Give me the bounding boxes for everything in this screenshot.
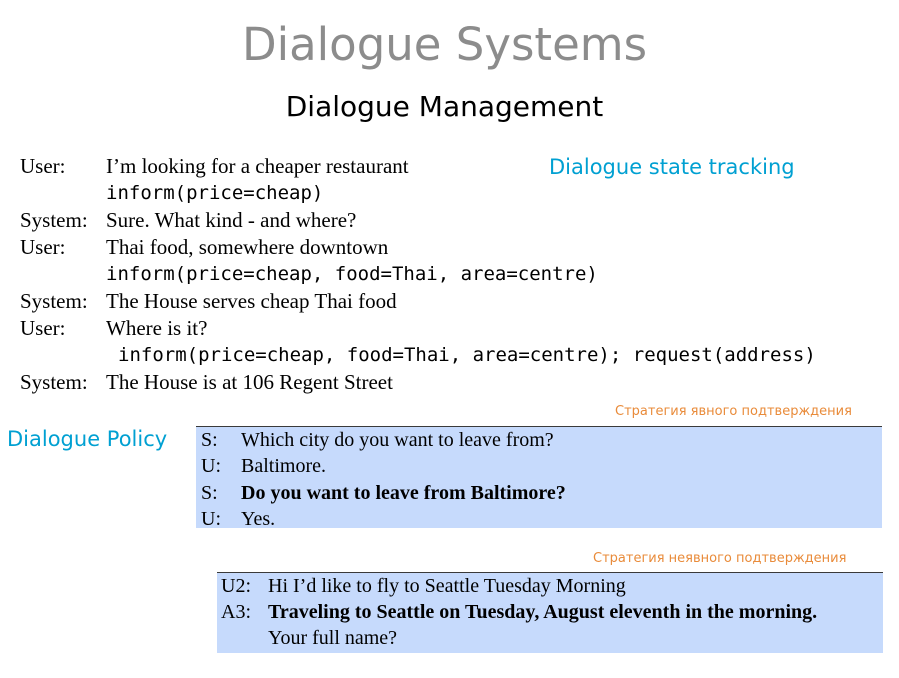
dialog-act: inform(price=cheap, food=Thai, area=centre); request(address) [118,344,816,366]
turn-text: Yes. [241,508,276,530]
utterance: Sure. What kind - and where? [106,208,357,232]
turn-tag: U2: [221,575,251,597]
turn-text-confirmation: Do you want to leave from Baltimore? [241,482,566,504]
turn-tag: S: [201,482,218,504]
turn-tag: U: [201,508,221,530]
turn-text: Which city do you want to leave from? [241,429,554,451]
dialog-act: inform(price=cheap) [106,182,324,204]
utterance: I’m looking for a cheaper restaurant [106,154,409,178]
speaker-label: User: [20,316,66,340]
speaker-label: User: [20,235,66,259]
speaker-label: System: [20,208,88,232]
turn-text: Hi I’d like to fly to Seattle Tuesday Morning [268,575,626,597]
utterance: Thai food, somewhere downtown [106,235,389,259]
slide-title: Dialogue Systems [241,18,648,71]
utterance: Where is it? [106,316,208,340]
implicit-confirmation-box [217,572,883,653]
explicit-confirmation-box [196,426,882,528]
turn-tag: U: [201,455,221,477]
turn-text-confirmation: Traveling to Seattle on Tuesday, August eleventh in the morning. [268,601,818,623]
utterance: The House serves cheap Thai food [106,289,397,313]
speaker-label: System: [20,289,88,313]
turn-text: Your full name? [268,627,398,649]
state-tracking-label: Dialogue state tracking [549,155,795,179]
turn-text: Baltimore. [241,455,326,477]
slide-subtitle: Dialogue Management [285,90,604,123]
speaker-label: User: [20,154,66,178]
turn-tag: A3: [221,601,251,623]
utterance: The House is at 106 Regent Street [106,370,393,394]
dialog-act: inform(price=cheap, food=Thai, area=centre) [106,263,598,285]
explicit-confirmation-caption: Стратегия явного подтверждения [615,404,852,419]
implicit-confirmation-caption: Стратегия неявного подтверждения [593,551,847,566]
speaker-label: System: [20,370,88,394]
turn-tag: S: [201,429,218,451]
policy-label: Dialogue Policy [7,427,168,451]
